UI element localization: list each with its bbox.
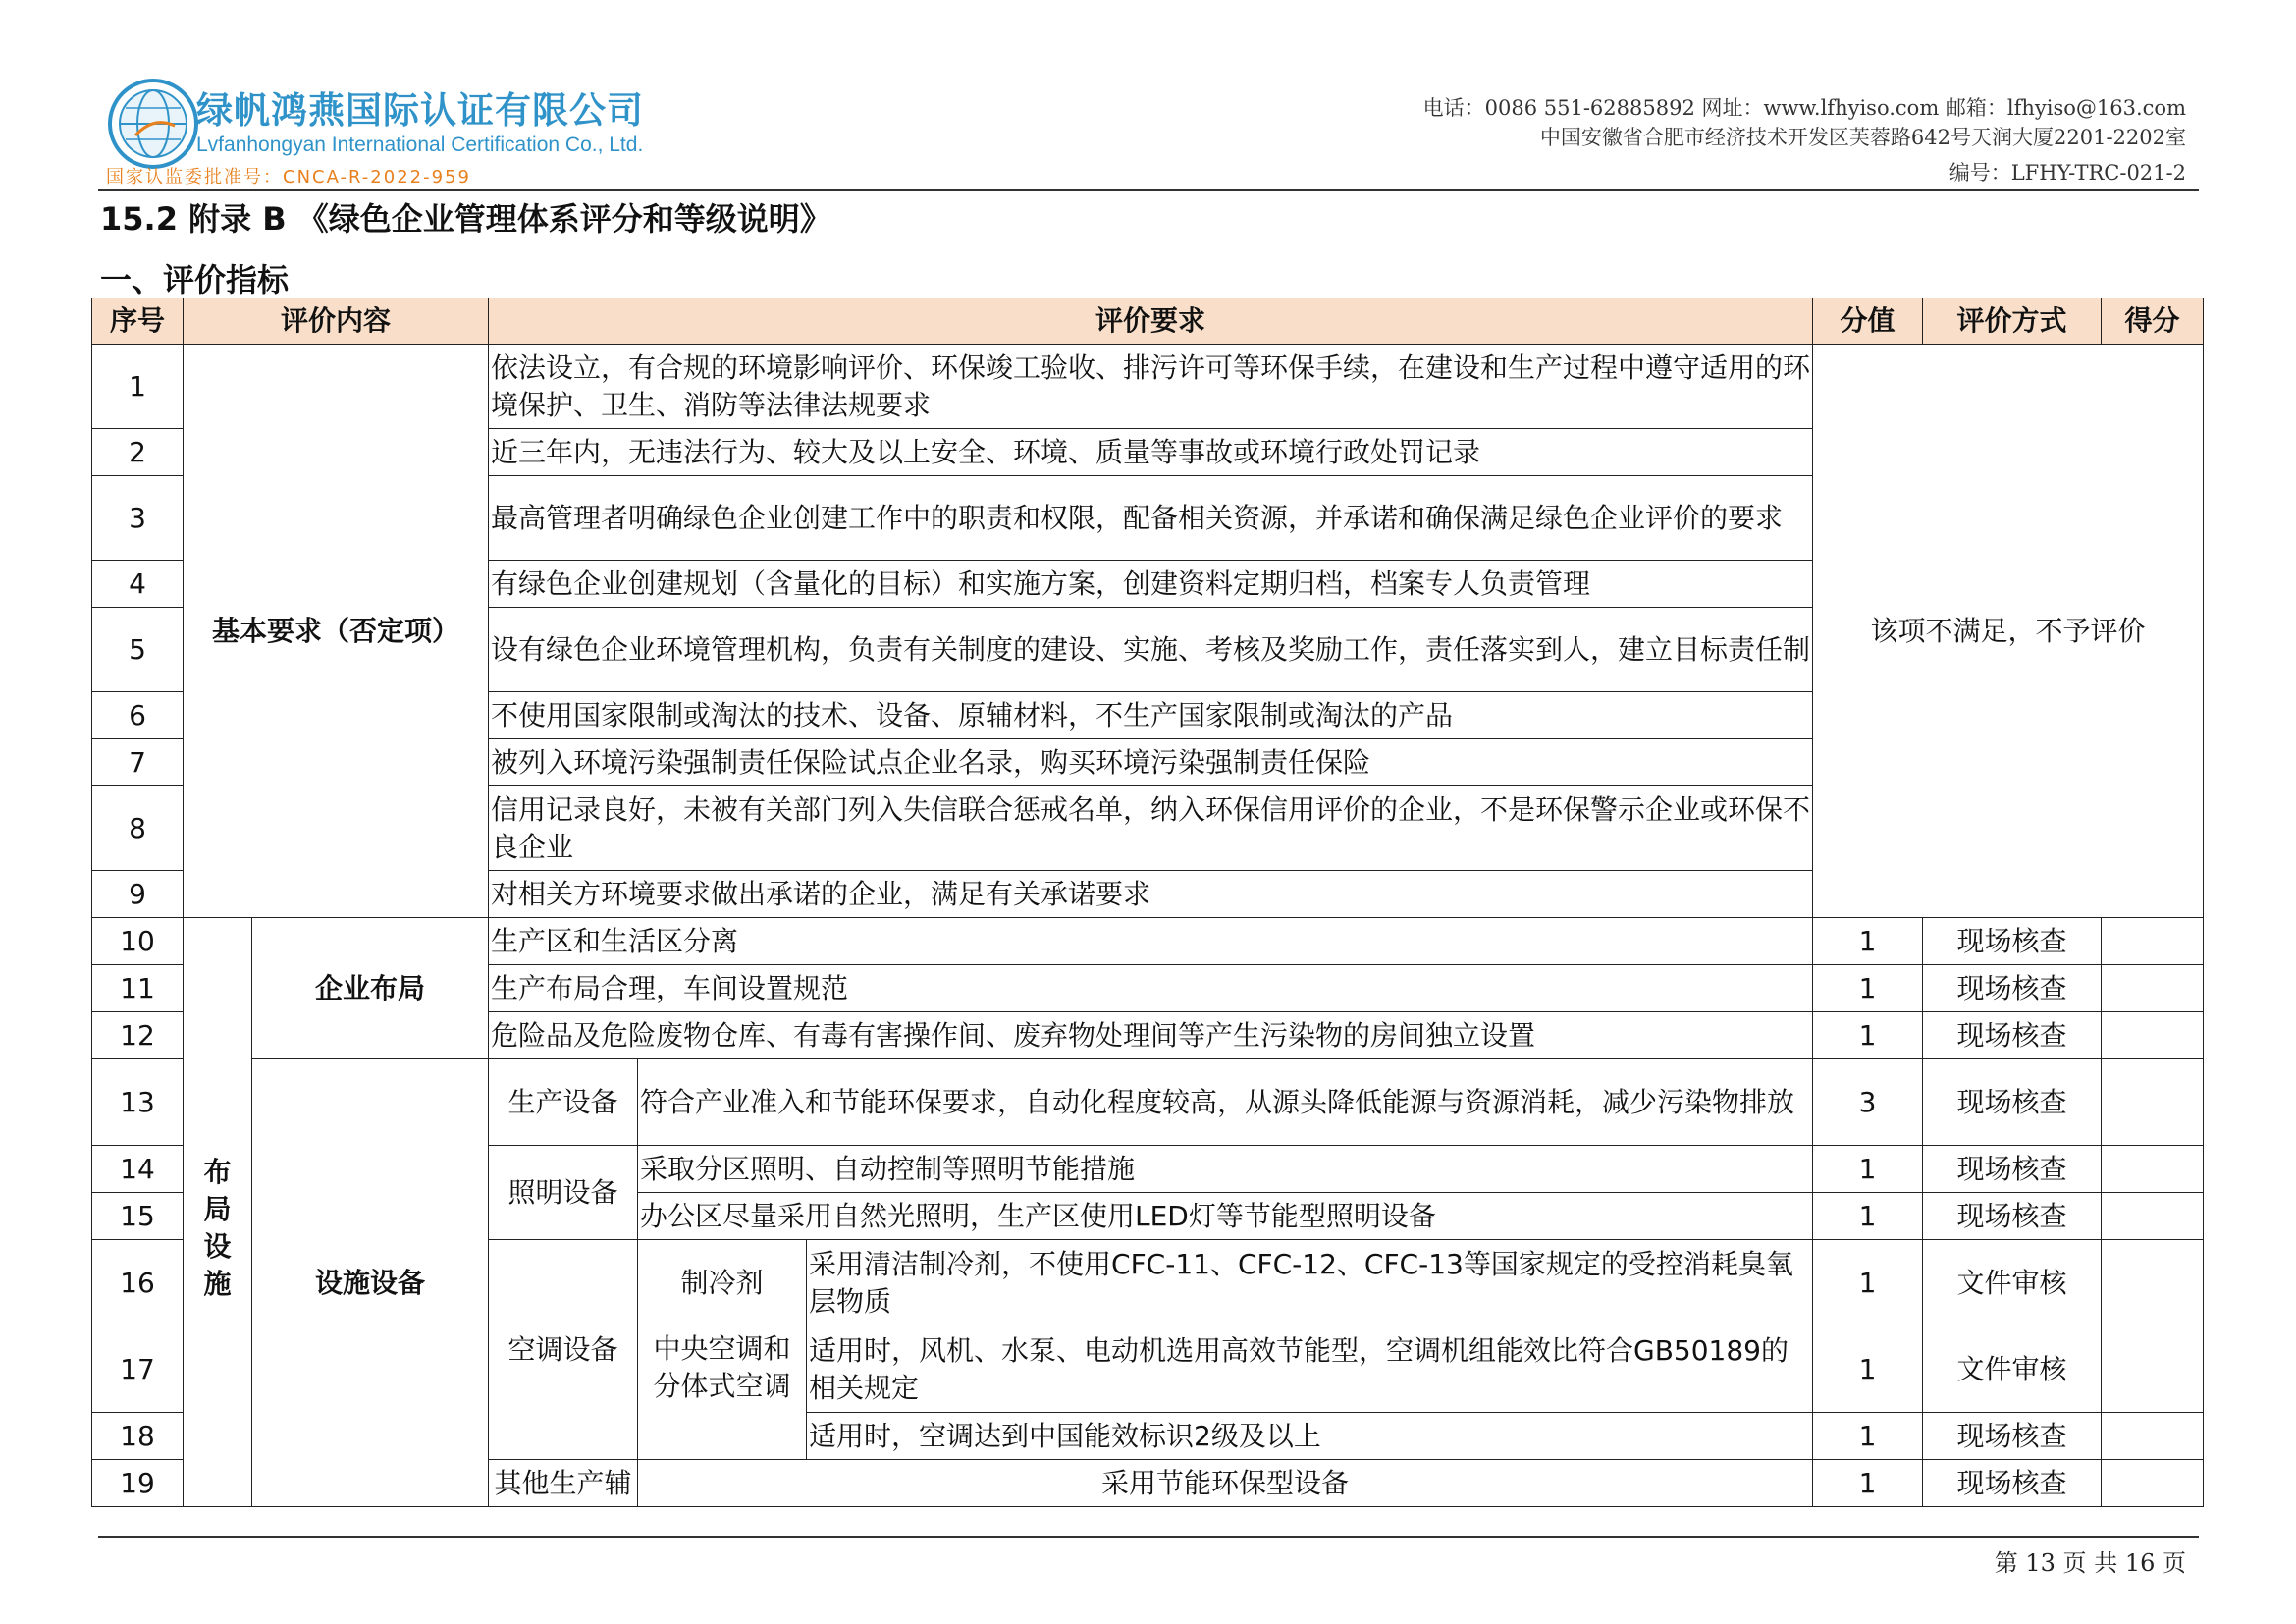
requirement-text: 最高管理者明确绿色企业创建工作中的职责和权限，配备相关资源，并承诺和确保满足绿色企业评价的要求 <box>489 476 1813 561</box>
evaluation-method: 文件审核 <box>1923 1326 2102 1413</box>
col-header-content: 评价内容 <box>184 298 489 345</box>
result-cell[interactable] <box>2102 1240 2204 1326</box>
table-row <box>92 345 2204 429</box>
requirement-text: 近三年内，无违法行为、较大及以上安全、环境、质量等事故或环境行政处罚记录 <box>489 429 1813 476</box>
requirement-text: 适用时，空调达到中国能效标识2级及以上 <box>807 1413 1813 1460</box>
requirement-text: 生产布局合理，车间设置规范 <box>489 965 1813 1012</box>
score-value: 1 <box>1813 918 1923 965</box>
evaluation-table <box>91 298 2204 1507</box>
contact-info: 电话：0086 551-62885892 网址：www.lfhyiso.com 邮箱：lfhyiso@163.com <box>1422 96 2186 120</box>
evaluation-method: 现场核查 <box>1923 965 2102 1012</box>
requirement-text: 不使用国家限制或淘汰的技术、设备、原辅材料，不生产国家限制或淘汰的产品 <box>489 692 1813 739</box>
col-header-no: 序号 <box>92 298 184 345</box>
result-cell[interactable] <box>2102 965 2204 1012</box>
result-cell[interactable] <box>2102 1460 2204 1507</box>
row-number: 12 <box>92 1012 184 1059</box>
row-number: 16 <box>92 1240 184 1326</box>
col-header-requirement: 评价要求 <box>489 298 1813 345</box>
requirement-text: 生产区和生活区分离 <box>489 918 1813 965</box>
footer-divider <box>98 1536 2199 1538</box>
row-number: 6 <box>92 692 184 739</box>
central-ac-label: 中央空调和分体式空调 <box>638 1326 807 1460</box>
score-value: 1 <box>1813 1193 1923 1240</box>
basic-requirement-note: 该项不满足，不予评价 <box>1813 345 2204 918</box>
other-equipment-label: 其他生产辅 <box>489 1460 638 1507</box>
score-value: 3 <box>1813 1059 1923 1146</box>
requirement-text: 被列入环境污染强制责任保险试点企业名录，购买环境污染强制责任保险 <box>489 739 1813 786</box>
approval-number: 国家认监委批准号：CNCA-R-2022-959 <box>106 167 471 188</box>
document-number: 编号：LFHY-TRC-021-2 <box>1949 161 2186 185</box>
row-number: 17 <box>92 1326 184 1413</box>
evaluation-method: 现场核查 <box>1923 918 2102 965</box>
score-value: 1 <box>1813 965 1923 1012</box>
refrigerant-label: 制冷剂 <box>638 1240 807 1326</box>
row-number: 2 <box>92 429 184 476</box>
requirement-text: 设有绿色企业环境管理机构，负责有关制度的建设、实施、考核及奖励工作，责任落实到人，建立目标责任制 <box>489 608 1813 692</box>
requirement-text: 办公区尽量采用自然光照明，生产区使用LED灯等节能型照明设备 <box>638 1193 1813 1240</box>
row-number: 18 <box>92 1413 184 1460</box>
requirement-text: 信用记录良好，未被有关部门列入失信联合惩戒名单，纳入环保信用评价的企业，不是环保警示企业或环保不良企业 <box>489 786 1813 871</box>
row-number: 3 <box>92 476 184 561</box>
requirement-text: 危险品及危险废物仓库、有毒有害操作间、废弃物处理间等产生污染物的房间独立设置 <box>489 1012 1813 1059</box>
score-value: 1 <box>1813 1460 1923 1507</box>
basic-requirement-category: 基本要求（否定项） <box>184 345 489 918</box>
result-cell[interactable] <box>2102 1146 2204 1193</box>
row-number: 8 <box>92 786 184 871</box>
row-number: 14 <box>92 1146 184 1193</box>
header-divider <box>98 189 2199 191</box>
layout-facilities-group <box>184 918 252 1507</box>
score-value: 1 <box>1813 1413 1923 1460</box>
lighting-equipment-label: 照明设备 <box>489 1146 638 1240</box>
row-number: 19 <box>92 1460 184 1507</box>
result-cell[interactable] <box>2102 1012 2204 1059</box>
col-header-method: 评价方式 <box>1923 298 2102 345</box>
enterprise-layout-label: 企业布局 <box>252 918 489 1059</box>
requirement-text: 适用时，风机、水泵、电动机选用高效节能型，空调机组能效比符合GB50189的相关规定 <box>807 1326 1813 1413</box>
result-cell[interactable] <box>2102 918 2204 965</box>
requirement-text: 依法设立，有合规的环境影响评价、环保竣工验收、排污许可等环保手续，在建设和生产过程中遵守适用的环境保护、卫生、消防等法律法规要求 <box>489 345 1813 429</box>
ac-equipment-label: 空调设备 <box>489 1240 638 1460</box>
layout-facilities-label: 布局设施 <box>203 1156 232 1300</box>
score-value: 1 <box>1813 1240 1923 1326</box>
company-name-cn: 绿帆鸿燕国际认证有限公司 <box>196 89 644 132</box>
evaluation-method: 现场核查 <box>1923 1146 2102 1193</box>
row-number: 13 <box>92 1059 184 1146</box>
row-number: 4 <box>92 561 184 608</box>
result-cell[interactable] <box>2102 1413 2204 1460</box>
col-header-score: 分值 <box>1813 298 1923 345</box>
requirement-text: 采用清洁制冷剂，不使用CFC-11、CFC-12、CFC-13等国家规定的受控消耗臭氧层物质 <box>807 1240 1813 1326</box>
table-row <box>92 918 2204 965</box>
page-number: 第 13 页 共 16 页 <box>1994 1549 2186 1577</box>
table-header-row <box>92 298 2204 345</box>
result-cell[interactable] <box>2102 1326 2204 1413</box>
score-value: 1 <box>1813 1012 1923 1059</box>
requirement-text: 采用节能环保型设备 <box>638 1460 1813 1507</box>
row-number: 15 <box>92 1193 184 1240</box>
row-number: 9 <box>92 871 184 918</box>
facilities-label: 设施设备 <box>252 1059 489 1507</box>
score-value: 1 <box>1813 1146 1923 1193</box>
row-number: 7 <box>92 739 184 786</box>
requirement-text: 有绿色企业创建规划（含量化的目标）和实施方案，创建资料定期归档，档案专人负责管理 <box>489 561 1813 608</box>
evaluation-method: 现场核查 <box>1923 1012 2102 1059</box>
row-number: 11 <box>92 965 184 1012</box>
company-logo-icon <box>106 77 200 171</box>
company-name-en: Lvfanhongyan International Certification Co., Ltd. <box>196 134 644 156</box>
col-header-result: 得分 <box>2102 298 2204 345</box>
evaluation-method: 文件审核 <box>1923 1240 2102 1326</box>
evaluation-method: 现场核查 <box>1923 1193 2102 1240</box>
company-address: 中国安徽省合肥市经济技术开发区芙蓉路642号天润大厦2201-2202室 <box>1539 126 2186 149</box>
section-title: 15.2 附录 B 《绿色企业管理体系评分和等级说明》 <box>100 200 831 238</box>
requirement-text: 符合产业准入和节能环保要求，自动化程度较高，从源头降低能源与资源消耗，减少污染物排放 <box>638 1059 1813 1146</box>
evaluation-method: 现场核查 <box>1923 1059 2102 1146</box>
row-number: 1 <box>92 345 184 429</box>
evaluation-method: 现场核查 <box>1923 1460 2102 1507</box>
result-cell[interactable] <box>2102 1193 2204 1240</box>
production-equipment-label: 生产设备 <box>489 1059 638 1146</box>
result-cell[interactable] <box>2102 1059 2204 1146</box>
score-value: 1 <box>1813 1326 1923 1413</box>
evaluation-method: 现场核查 <box>1923 1413 2102 1460</box>
sub-title: 一、评价指标 <box>100 261 290 298</box>
requirement-text: 对相关方环境要求做出承诺的企业，满足有关承诺要求 <box>489 871 1813 918</box>
row-number: 10 <box>92 918 184 965</box>
requirement-text: 采取分区照明、自动控制等照明节能措施 <box>638 1146 1813 1193</box>
table-row <box>92 1059 2204 1146</box>
row-number: 5 <box>92 608 184 692</box>
